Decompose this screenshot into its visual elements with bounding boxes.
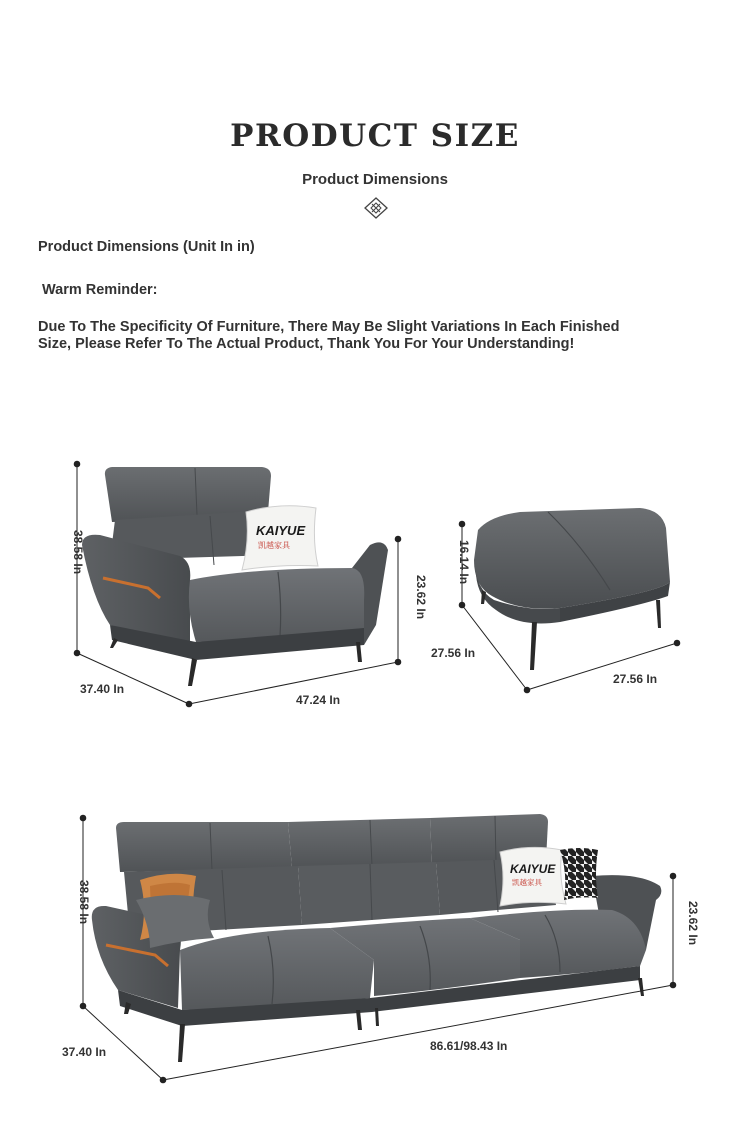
sofa-pillow-brand-logo: KAIYUE [510,862,556,876]
sofa-depth-label: 37.40 In [62,1045,107,1059]
pillow-brand-logo: KAIYUE [256,523,306,538]
armchair-illustration [82,467,388,686]
sofa-seat-height-label: 23.62 In [686,901,700,946]
armchair-depth-label: 37.40 In [80,682,125,696]
sofa-height-label: 38.58 In [77,880,91,925]
page-subtitle: Product Dimensions [302,171,448,188]
page-title: PRODUCT SIZE [230,118,520,154]
ottoman-height-label: 16.14 In [457,540,471,585]
warm-reminder-label: Warm Reminder: [42,282,158,298]
ottoman-illustration [474,508,670,670]
armchair-seat-height-label: 23.62 In [414,575,428,620]
warm-reminder-text: Due To The Specificity Of Furniture, There May Be Slight Variations In Each Finished Size, Please Refer To The Actual Product, Thank You For Your Understanding! [38,319,620,352]
ottoman-width-label: 27.56 In [613,672,658,686]
sofa-width-label: 86.61/98.43 In [430,1039,508,1053]
sofa-pillow-brand-cn: 凯越家具 [512,878,542,887]
sofa-illustration [92,814,662,1062]
ottoman-depth-label: 27.56 In [431,646,476,660]
armchair-height-label: 38.58 In [71,530,85,575]
pillow-brand-cn: 凯越家具 [258,541,290,550]
dimensions-unit-note: Product Dimensions (Unit In in) [38,239,255,255]
armchair-width-label: 47.24 In [296,693,341,707]
